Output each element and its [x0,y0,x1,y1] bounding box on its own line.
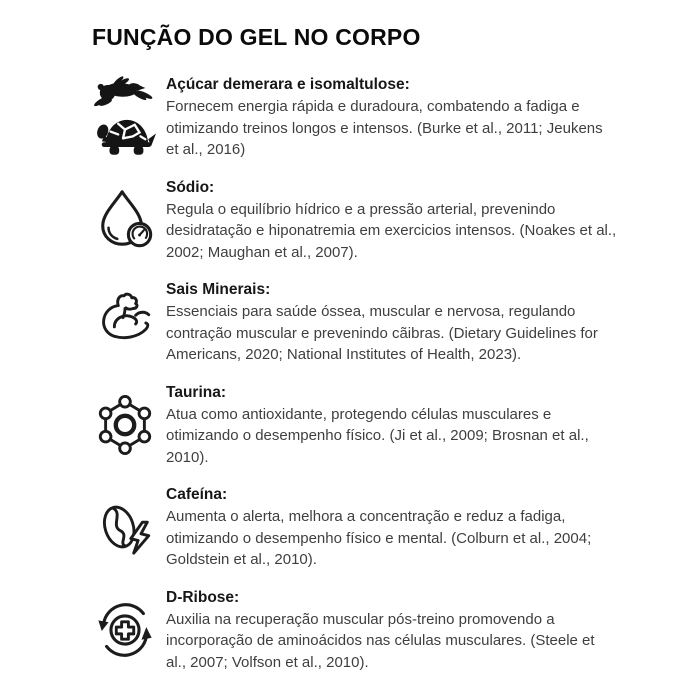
section-heading: Sódio: [166,178,215,196]
section-acucar [92,74,642,161]
section-heading: Sais Minerais: [166,281,271,298]
page-title: FUNÇÃO DO GEL NO CORPO [92,24,421,50]
molecule-icon [92,394,158,456]
droplet-gauge-icon [92,187,158,253]
section-body: Fornecem energia rápida e duradoura, combatendo a fadiga e otimizando treinos longos e intensos. (Burke et al., 2011; Jeukens et al., 2016) [166,98,603,158]
section-body: Auxilia na recuperação muscular pós-treino promovendo a incorporação de aminoácidos nas células musculares. (Steele et al., 2007; Volfson et al., 2010). [166,610,595,671]
hare-tortoise-icon [92,75,158,159]
section-sodio [92,177,642,264]
section-sais-minerais [92,279,642,366]
section-cafeina [92,484,642,571]
section-heading: Taurina: [166,383,226,401]
section-taurina [92,382,642,469]
bicep-icon [92,291,158,353]
section-body: Aumenta o alerta, melhora a concentração e reduz a fadiga, otimizando o desempenho físico e mental. (Colburn et al., 2004; Goldstein et al., 2010). [166,508,592,568]
recovery-icon [92,599,158,661]
section-body: Essenciais para saúde óssea, muscular e nervosa, regulando contração muscular e prevenindo cãibras. (Dietary Guidelines for Americans, 2020; National Institutes of Health, 2023). [166,303,598,363]
section-d-ribose [92,587,642,674]
section-heading: D-Ribose: [166,588,240,606]
coffee-bolt-icon [92,495,158,559]
section-body: Atua como antioxidante, protegendo células musculares e otimizando o desempenho físico. (Ji et al., 2009; Brosnan et al., 2010). [166,405,589,466]
section-heading: Açúcar demerara e isomaltulose: [166,76,410,93]
section-heading: Cafeína: [166,486,228,503]
section-body: Regula o equilíbrio hídrico e a pressão arterial, prevenindo desidratação e hiponatremia em exercicios intensos. (Noakes et al., 2002; Maughan et al., 2007). [166,200,617,261]
